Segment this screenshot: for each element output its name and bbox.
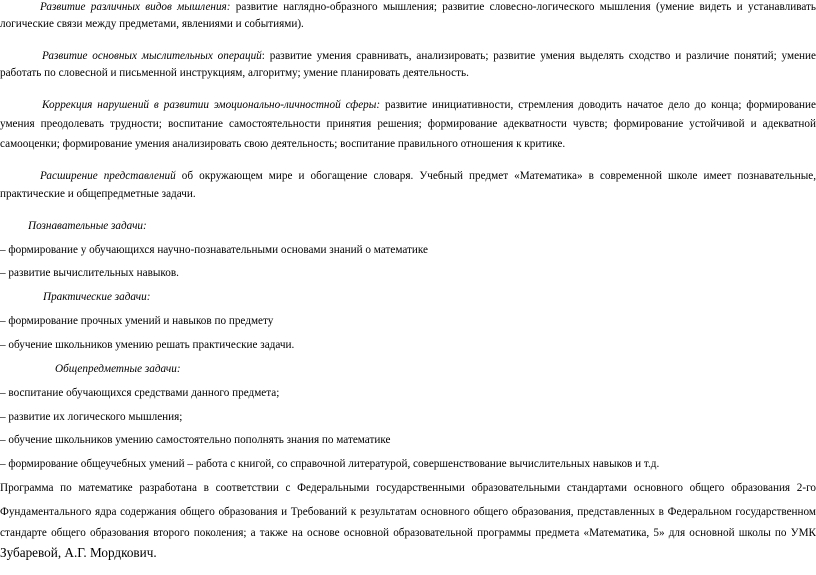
program-line-4: Зубаревой, А.Г. Мордкович. — [0, 545, 157, 560]
cognitive-heading: Познавательные задачи: — [28, 220, 147, 232]
p2-line-2: работать по словесной и письменной инструкциям, алгоритму; умение планировать деятельность. — [0, 67, 469, 79]
p4-line-1 — [0, 169, 816, 183]
p4-text: об окружающем мире и обогащение словаря. Учебный предмет «Математика» в современной школе имеет познавательные, — [175, 170, 816, 182]
practical-item: – обучение школьников умению решать практические задачи. — [0, 339, 295, 351]
p2-text: : развитие умения сравнивать, анализировать; развитие умения выделять сходство и различие понятий; умение — [261, 50, 816, 62]
p1-line-1 — [0, 0, 816, 14]
program-line-3 — [0, 526, 816, 540]
general-item: – формирование общеучебных умений – работа с книгой, со справочной литературой, совершенствование вычислительных навыков и т.д. — [0, 458, 660, 470]
p4-line-2: практические и общепредметные задачи. — [0, 188, 196, 200]
general-item: – обучение школьников умению самостоятельно пополнять знания по математике — [0, 434, 391, 446]
cognitive-item: – формирование у обучающихся научно-познавательными основами знаний о математике — [0, 244, 429, 256]
practical-item: – формирование прочных умений и навыков по предмету — [0, 315, 274, 327]
p3-line-2: умения преодолевать трудности; воспитание самостоятельности принятия решения; формирование адекватности чувств; формирование устойчивой и адекватной — [0, 118, 816, 130]
cognitive-item: – развитие вычислительных навыков. — [0, 267, 179, 279]
general-heading: Общепредметные задачи: — [55, 363, 181, 375]
p3-line-3: самооценки; формирование умения анализировать свою деятельность; воспитание правильного отношения к критике. — [0, 138, 566, 150]
program-line-1: Программа по математике разработана в соответствии с Федеральными государственными образовательными стандартами основного общего образования 2-го — [0, 482, 816, 494]
general-item: – развитие их логического мышления; — [0, 411, 183, 423]
p3-text: развитие инициативности, стремления доводить начатое дело до конца; формирование — [380, 99, 816, 111]
p2-line-1 — [0, 49, 816, 63]
p4-heading: Расширение представлений — [40, 170, 176, 182]
program-line-2: Фундаментального ядра содержания общего образования и Требований к результатам основного общего образования, представленных в Федеральном государственном — [0, 506, 816, 518]
p3-line-1 — [0, 98, 816, 112]
p1-heading: Развитие различных видов мышления: — [40, 1, 231, 13]
practical-heading: Практические задачи: — [43, 291, 151, 303]
p1-text: развитие наглядно-образного мышления; развитие словесно-логического мышления (умение видеть и устанавливать — [230, 1, 816, 13]
p2-heading: Развитие основных мыслительных операций — [42, 50, 262, 62]
program-line-3-text: стандарте общего образования второго поколения; а также на основе основной образовательной программы предмета «Математика, 5» для основной школы по УМК — [0, 527, 816, 539]
p1-line-2: логические связи между предметами, явлениями и событиями). — [0, 18, 304, 30]
general-item: – воспитание обучающихся средствами данного предмета; — [0, 387, 280, 399]
p3-heading: Коррекция нарушений в развитии эмоционально-личностной сферы: — [42, 99, 381, 111]
